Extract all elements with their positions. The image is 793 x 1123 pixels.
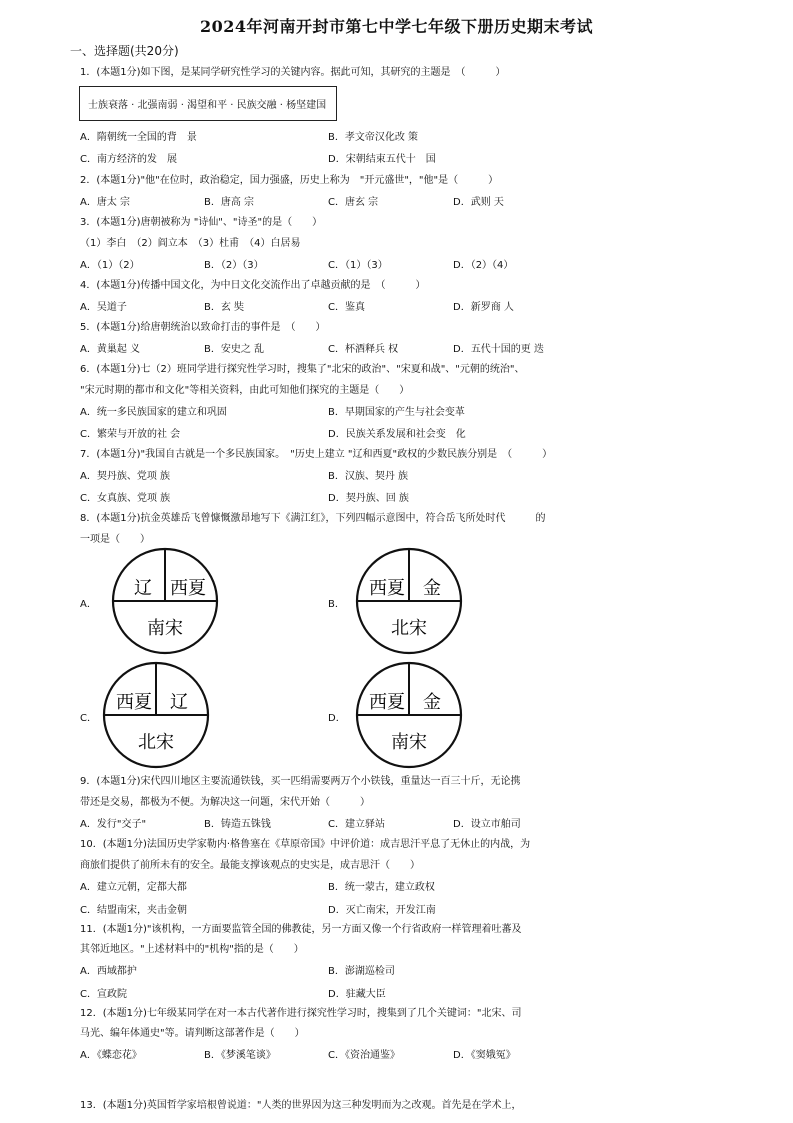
question-12-stem-line-1: 12．(本题1分)七年级某同学在对一本古代著作进行探究性学习时，搜集到了几个关键词："北宋、司 — [80, 1008, 522, 1019]
question-8-option-c-label[interactable]: C． — [80, 713, 97, 724]
question-12-option-a[interactable]: A．《蝶恋花》 — [80, 1050, 142, 1061]
question-8-stem-line-1: 8．(本题1分)抗金英雄岳飞曾慷慨激昂地写下《满江红》，下列四幅示意图中，符合岳飞所处时代 的 — [80, 513, 546, 524]
question-12-option-d[interactable]: D．《窦娥冤》 — [453, 1050, 516, 1061]
map-d-bottom: 南宋 — [391, 732, 427, 753]
question-10-stem-line-1: 10．(本题1分)法国历史学家勒内·格鲁塞在《草原帝国》中评价道：成吉思汗平息了无休止的内战，为 — [80, 839, 531, 850]
question-11-stem-line-1: 11．(本题1分)"该机构，一方面要监管全国的佛教徒，另一方面又像一个行省政府一样管理着吐蕃及 — [80, 924, 522, 935]
question-1-keywords: 士族衰落 · 北强南弱 · 渴望和平 · 民族交融 · 杨坚建国 — [88, 100, 327, 111]
question-11-option-a[interactable]: A．西域都护 — [80, 966, 137, 977]
question-9-option-d[interactable]: D．设立市舶司 — [453, 819, 521, 830]
question-5-option-c[interactable]: C．杯酒释兵 权 — [328, 344, 399, 355]
question-3-option-d[interactable]: D．（2）（4） — [453, 260, 514, 271]
question-2-option-d[interactable]: D．武则 天 — [453, 197, 504, 208]
question-8-option-b-label[interactable]: B． — [328, 599, 345, 610]
question-4-option-a[interactable]: A．吴道子 — [80, 302, 127, 313]
question-6-stem-line-2: "宋元时期的都市和文化"等相关资料，由此可知他们探究的主题是（ ） — [80, 385, 410, 396]
question-11-stem-line-2: 其邻近地区。"上述材料中的"机构"指的是（ ） — [80, 944, 304, 955]
question-8-map-a[interactable] — [112, 548, 218, 654]
question-9-stem-line-2: 带还是交易，都极为不便。为解决这一问题，宋代开始（ ） — [80, 797, 370, 808]
map-a-top-right: 西夏 — [170, 578, 206, 599]
question-1-option-c[interactable]: C．南方经济的发 展 — [80, 154, 177, 165]
question-11-option-c[interactable]: C．宣政院 — [80, 989, 127, 1000]
section-heading: 一、选择题(共20分) — [70, 44, 179, 58]
question-3-stem: 3．(本题1分)唐朝被称为 "诗仙"、"诗圣"的是（ ） — [80, 217, 323, 228]
map-b-top-right: 金 — [423, 578, 441, 599]
question-1-option-b[interactable]: B．孝文帝汉化改 策 — [328, 132, 419, 143]
question-9-option-b[interactable]: B．铸造五铢钱 — [204, 819, 271, 830]
map-a-top-left: 辽 — [134, 578, 152, 599]
question-10-option-c[interactable]: C．结盟南宋，夹击金朝 — [80, 905, 187, 916]
question-8-map-c[interactable] — [103, 662, 209, 768]
question-7-option-c[interactable]: C．女真族、党项 族 — [80, 493, 171, 504]
question-1-stem: 1．(本题1分)如下图，是某同学研究性学习的关键内容。据此可知，其研究的主题是 （ ） — [80, 67, 506, 78]
exam-title: 2024年河南开封市第七中学七年级下册历史期末考试 — [199, 17, 594, 36]
question-9-option-a[interactable]: A．发行"交子" — [80, 819, 147, 830]
question-1-option-d[interactable]: D．宋朝结束五代十 国 — [328, 154, 436, 165]
question-8-map-d[interactable] — [356, 662, 462, 768]
question-13-stem-line-1: 13．(本题1分)英国哲学家培根曾说道："人类的世界因为这三种发明而为之改观。首先是在学术上， — [80, 1100, 522, 1111]
question-3-sub-items: （1）李白 （2）阎立本 （3）杜甫 （4）白居易 — [80, 238, 301, 249]
question-10-option-d[interactable]: D．灭亡南宋，开发江南 — [328, 905, 436, 916]
question-5-stem: 5．(本题1分)给唐朝统治以致命打击的事件是 （ ） — [80, 322, 326, 333]
question-10-stem-line-2: 商旅们提供了前所未有的安全。最能支撑该观点的史实是，成吉思汗（ ） — [80, 860, 420, 871]
question-8-option-d-label[interactable]: D． — [328, 713, 346, 724]
question-4-option-b[interactable]: B．玄 奘 — [204, 302, 245, 313]
question-3-option-b[interactable]: B．（2）（3） — [204, 260, 264, 271]
question-12-stem-line-2: 马光、编年体通史"等。请判断这部著作是（ ） — [80, 1028, 305, 1039]
question-6-option-a[interactable]: A．统一多民族国家的建立和巩固 — [80, 407, 227, 418]
question-4-option-d[interactable]: D．新罗商 人 — [453, 302, 514, 313]
question-9-stem-line-1: 9．(本题1分)宋代四川地区主要流通铁钱，买一匹绢需要两万个小铁钱，重量达一百三十斤，无论携 — [80, 776, 521, 787]
question-10-option-b[interactable]: B．统一蒙古，建立政权 — [328, 882, 435, 893]
map-a-bottom: 南宋 — [147, 618, 183, 639]
question-1-option-a[interactable]: A．隋朝统一全国的背 景 — [80, 132, 197, 143]
question-3-option-a[interactable]: A．（1）（2） — [80, 260, 140, 271]
question-11-option-d[interactable]: D．驻藏大臣 — [328, 989, 386, 1000]
map-d-top-right: 金 — [423, 692, 441, 713]
question-1-keyword-box — [79, 86, 337, 121]
map-c-top-right: 辽 — [170, 692, 188, 713]
question-2-option-c[interactable]: C．唐玄 宗 — [328, 197, 379, 208]
map-b-bottom: 北宋 — [391, 618, 427, 639]
question-5-option-a[interactable]: A．黄巢起 义 — [80, 344, 141, 355]
question-6-option-d[interactable]: D．民族关系发展和社会变 化 — [328, 429, 466, 440]
map-b-top-left: 西夏 — [369, 578, 405, 599]
question-11-option-b[interactable]: B．澎湖巡检司 — [328, 966, 395, 977]
question-5-option-d[interactable]: D．五代十国的更 迭 — [453, 344, 544, 355]
question-12-option-c[interactable]: C．《资治通鉴》 — [328, 1050, 400, 1061]
question-2-option-b[interactable]: B．唐高 宗 — [204, 197, 255, 208]
question-12-option-b[interactable]: B．《梦溪笔谈》 — [204, 1050, 276, 1061]
question-7-option-a[interactable]: A．契丹族、党项 族 — [80, 471, 171, 482]
question-2-stem: 2．(本题1分)"他"在位时，政治稳定，国力强盛，历史上称为 "开元盛世"，"他"是（ ） — [80, 175, 499, 186]
question-7-option-b[interactable]: B．汉族、契丹 族 — [328, 471, 409, 482]
question-9-option-c[interactable]: C．建立驿站 — [328, 819, 385, 830]
question-8-map-b[interactable] — [356, 548, 462, 654]
question-6-option-c[interactable]: C．繁荣与开放的社 会 — [80, 429, 181, 440]
question-2-option-a[interactable]: A．唐太 宗 — [80, 197, 131, 208]
question-6-stem-line-1: 6．(本题1分)七（2）班同学进行探究性学习时，搜集了"北宋的政治"、"宋夏和战"、"元朝的统治"、 — [80, 364, 525, 375]
question-5-option-b[interactable]: B．安史之 乱 — [204, 344, 265, 355]
question-8-option-a-label[interactable]: A． — [80, 599, 97, 610]
question-7-stem: 7．(本题1分)"我国自古就是一个多民族国家。 "历史上建立 "辽和西夏"政权的少数民族分别是 （ ） — [80, 449, 553, 460]
question-8-stem-line-2: 一项是（ ） — [80, 534, 150, 545]
map-c-top-left: 西夏 — [116, 692, 152, 713]
question-4-option-c[interactable]: C．鉴真 — [328, 302, 365, 313]
map-d-top-left: 西夏 — [369, 692, 405, 713]
question-3-option-c[interactable]: C．（1）（3） — [328, 260, 388, 271]
question-4-stem: 4．(本题1分)传播中国文化，为中日文化交流作出了卓越贡献的是 （ ） — [80, 280, 426, 291]
map-c-bottom: 北宋 — [138, 732, 174, 753]
question-7-option-d[interactable]: D．契丹族、回 族 — [328, 493, 409, 504]
question-6-option-b[interactable]: B．早期国家的产生与社会变革 — [328, 407, 465, 418]
question-10-option-a[interactable]: A．建立元朝，定都大都 — [80, 882, 187, 893]
